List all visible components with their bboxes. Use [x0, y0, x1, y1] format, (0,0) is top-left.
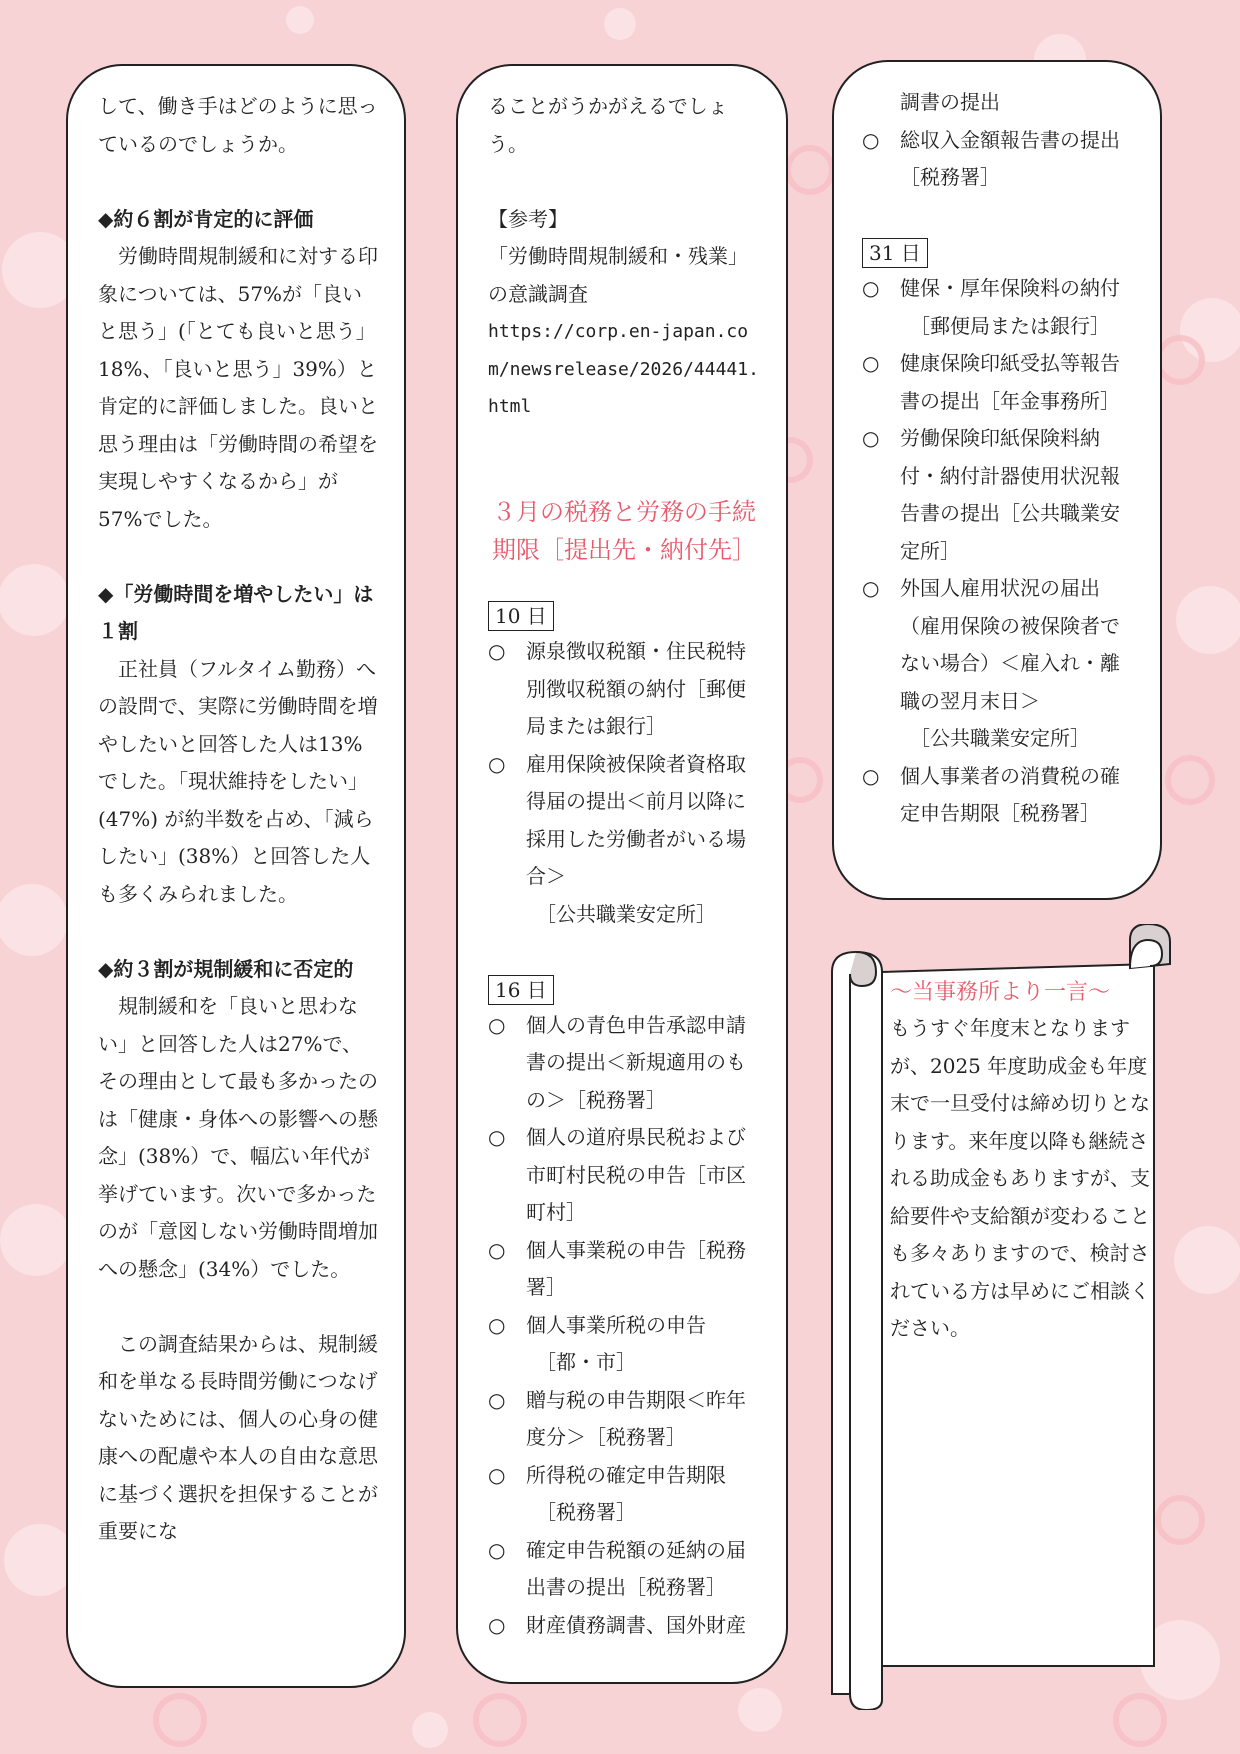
deadline-text: 外国人雇用状況の届出（雇用保険の被保険者でない場合）＜雇入れ・離職の翌月末日＞ — [900, 576, 1120, 713]
reference-title: 「労働時間規制緩和・残業」の意識調査 — [488, 244, 748, 306]
bullet-circle-icon: ○ — [488, 1125, 506, 1149]
deadline-item — [862, 345, 1136, 420]
deadline-text: 個人事業税の申告［税務署］ — [526, 1237, 746, 1299]
deadline-destination: ［公共職業安定所］ — [536, 901, 716, 926]
bullet-circle-icon: ○ — [488, 1612, 506, 1637]
deadline-destination: ［都・市］ — [536, 1350, 636, 1374]
deadline-destination: ［税務署］ — [536, 1500, 636, 1524]
deadline-list-10 — [488, 633, 760, 933]
deadline-destination: ［郵便局または銀行］ — [910, 313, 1110, 338]
bullet-circle-icon: ○ — [488, 751, 506, 776]
reference-url[interactable]: https://corp.en-japan.com/newsrelease/2026/44441.html — [488, 321, 759, 417]
bullet-circle-icon: ○ — [862, 351, 880, 375]
scroll-body-text: もうすぐ年度末となりますが、2025 年度助成金も年度末で一旦受付は締め切りとなります。来年度以降も継続される助成金もありますが、支給要件や支給額が変わることも多々ありますので、検討されている方は早めにご相談ください。 — [890, 1016, 1150, 1340]
section-heading: ◆約３割が規制緩和に否定的 — [98, 956, 354, 981]
deadline-item — [862, 270, 1136, 308]
bullet-circle-icon: ○ — [488, 1462, 506, 1487]
deadline-text: 確定申告税額の延納の届出書の提出［税務署］ — [526, 1537, 746, 1599]
deadline-item — [862, 420, 1136, 570]
day-label-10: 10 日 — [488, 601, 554, 631]
deadline-item — [488, 1232, 760, 1307]
bullet-circle-icon: ○ — [488, 1312, 506, 1337]
deadline-list-16 — [488, 1007, 760, 1645]
deadline-text: 雇用保険被保険者資格取得届の提出＜前月以降に採用した労働者がいる場合＞ — [526, 751, 746, 888]
deadline-text: 健保・厚年保険料の納付 — [900, 276, 1120, 300]
section-body: 規制緩和を「良いと思わない」と回答した人は27%で、その理由として最も多かったのは「健康・身体への影響への懸念」(38%）で、幅広い年代が挙げています。次いで多かったのが「意図しない労働時間増加への懸念」(34%）でした。 — [98, 994, 378, 1281]
deadline-item — [488, 1007, 760, 1120]
deadline-item — [862, 758, 1136, 833]
deadline-text: 個人の道府県民税および市町村民税の申告［市区町村］ — [526, 1125, 746, 1224]
bullet-circle-icon: ○ — [488, 1537, 506, 1562]
deadline-text: 健康保険印紙受払等報告書の提出［年金事務所］ — [900, 351, 1120, 413]
conclusion-text: この調査結果からは、規制緩和を単なる長時間労働につなげないためには、個人の心身の健康への配慮や本人の自由な意思に基づく選択を担保することが重要にな — [98, 1331, 378, 1543]
deadline-text: 労働保険印紙保険料納付・納付計器使用状況報告書の提出［公共職業安定所］ — [900, 426, 1120, 563]
day-label-31: 31 日 — [862, 238, 928, 268]
deadlines-title: ３月の税務と労務の手続期限［提出先・納付先］ — [492, 498, 756, 564]
deadline-list-continued — [862, 122, 1136, 197]
deadline-text: 個人事業所税の申告 — [526, 1312, 706, 1337]
continuation-text: 調書の提出 — [900, 90, 1000, 114]
deadline-item — [488, 746, 760, 896]
deadline-item — [488, 633, 760, 746]
deadline-text: 財産債務調書、国外財産 — [526, 1612, 746, 1637]
deadline-text: 源泉徴収税額・住民税特別徴収税額の納付［郵便局または銀行］ — [526, 639, 746, 738]
article-column-3 — [832, 60, 1162, 900]
bullet-circle-icon: ○ — [862, 763, 880, 788]
continuation-text: ることがうかがえるでしょう。 — [488, 94, 728, 156]
deadline-item — [488, 1382, 760, 1457]
office-message-scroll — [830, 924, 1186, 1710]
deadline-item — [488, 1607, 760, 1645]
deadline-destination: ［公共職業安定所］ — [910, 726, 1090, 750]
article-column-1 — [66, 64, 406, 1688]
section-body: 正社員（フルタイム勤務）への設問で、実際に労働時間を増やしたいと回答した人は13%でした。「現状維持をしたい」(47%) が約半数を占め、「減らしたい」(38%）と回答した人も多くみられました。 — [98, 656, 378, 906]
deadline-text: 所得税の確定申告期限 — [526, 1462, 726, 1487]
section-body: 労働時間規制緩和に対する印象については、57%が「良いと思う」(「とても良いと思う」18%、「良いと思う」39%）と肯定的に評価しました。良いと思う理由は「労働時間の希望を実現しやすくなるから」が57%でした。 — [98, 244, 378, 531]
scroll-content — [890, 976, 1158, 1348]
deadline-text: 贈与税の申告期限＜昨年度分＞［税務署］ — [526, 1387, 746, 1449]
deadline-list-31 — [862, 270, 1136, 833]
deadline-item — [862, 570, 1136, 720]
deadline-text: 総収入金額報告書の提出［税務署］ — [900, 127, 1120, 189]
deadline-item — [488, 1307, 760, 1345]
bullet-circle-icon: ○ — [862, 276, 880, 300]
deadline-text: 個人事業者の消費税の確定申告期限［税務署］ — [900, 763, 1120, 825]
deadline-item — [488, 1457, 760, 1495]
day-label-16: 16 日 — [488, 975, 554, 1005]
article-column-2 — [456, 64, 788, 1684]
bullet-circle-icon: ○ — [862, 127, 880, 152]
section-heading: ◆「労働時間を増やしたい」は１割 — [98, 581, 374, 643]
deadline-item — [488, 1119, 760, 1232]
bullet-circle-icon: ○ — [488, 1237, 506, 1262]
bullet-circle-icon: ○ — [862, 426, 880, 450]
scroll-title: ～当事務所より一言～ — [890, 980, 1111, 1005]
deadline-item — [488, 1532, 760, 1607]
intro-text: して、働き手はどのように思っているのでしょうか。 — [98, 94, 378, 156]
bullet-circle-icon: ○ — [488, 639, 506, 663]
section-heading: ◆約６割が肯定的に評価 — [98, 206, 314, 231]
bullet-circle-icon: ○ — [862, 576, 880, 600]
bullet-circle-icon: ○ — [488, 1387, 506, 1412]
deadline-item — [862, 122, 1136, 197]
deadline-text: 個人の青色申告承認申請書の提出＜新規適用のもの＞［税務署］ — [526, 1012, 746, 1112]
reference-label: 【参考】 — [488, 206, 568, 231]
bullet-circle-icon: ○ — [488, 1012, 506, 1037]
